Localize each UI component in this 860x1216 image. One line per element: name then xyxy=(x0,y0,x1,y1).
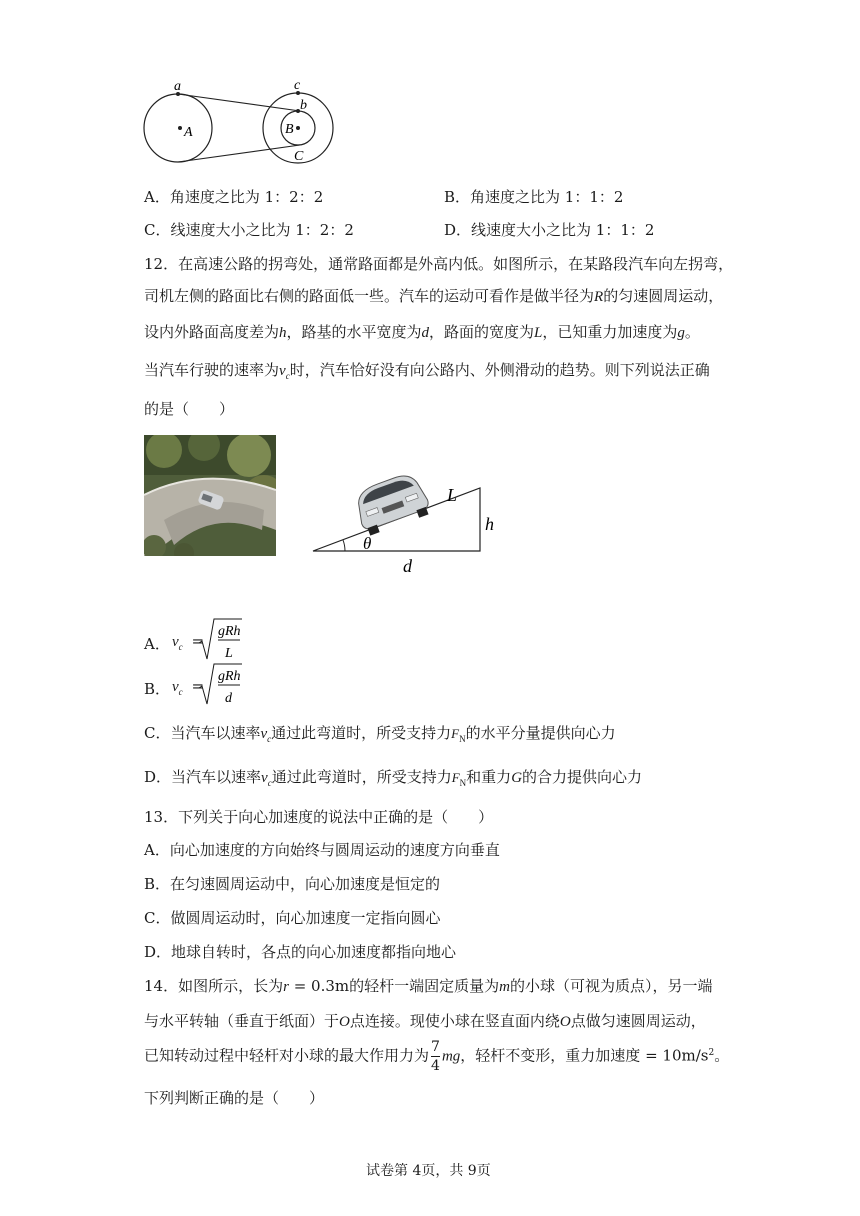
q11-option-b: B．角速度之比为 1：1：2 xyxy=(444,188,624,206)
q12-option-b-formula: $v_c$ = xyxy=(172,677,205,697)
q13-option-b: B．在匀速圆周运动中，向心加速度是恒定的 xyxy=(144,875,441,893)
label-theta: θ xyxy=(363,534,372,553)
label-a: a xyxy=(174,79,181,94)
page-footer: 试卷第 4页，共 9页 xyxy=(366,1163,491,1179)
q14-line2: 与水平转轴（垂直于纸面）于O点连接。现使小球在竖直面内绕O点做匀速圆周运动， xyxy=(144,1012,706,1030)
q11-option-a: A．角速度之比为 1：2：2 xyxy=(144,188,324,206)
q12-option-c: C．当汽车以速率$v_c$通过此弯道时，所受支持力$F_N$的水平分量提供向心力 xyxy=(144,724,616,744)
svg-text:gRh: gRh xyxy=(218,669,241,684)
q14-line1: 14．如图所示，长为r = 0.3m的轻杆一端固定质量为m的小球（可视为质点），另一端 xyxy=(144,977,713,995)
q12-line3: 设内外路面高度差为h，路基的水平宽度为d，路面的宽度为L，已知重力加速度为g。 xyxy=(144,323,700,341)
q14-line4: 下列判断正确的是（ ） xyxy=(144,1089,325,1107)
svg-text:L: L xyxy=(225,646,233,661)
q12-option-a-radical xyxy=(198,617,242,663)
label-B: B xyxy=(285,122,294,137)
q12-line5: 的是（ ） xyxy=(144,400,235,418)
q13-option-d: D．地球自转时，各点的向心加速度都指向地心 xyxy=(144,943,457,961)
q12-option-a-formula: $v_c$ = xyxy=(172,632,205,652)
curved-road-photo xyxy=(144,435,276,556)
q13-stem: 13．下列关于向心加速度的说法中正确的是（ ） xyxy=(144,808,494,826)
q12-line2: 司机左侧的路面比右侧的路面低一些。汽车的运动可看作是做半径为R的匀速圆周运动， xyxy=(144,287,724,305)
car-icon xyxy=(351,470,433,537)
q11-option-d: D．线速度大小之比为 1：1：2 xyxy=(444,221,655,239)
q12-option-b-radical xyxy=(198,662,242,708)
q11-option-c: C．线速度大小之比为 1：2：2 xyxy=(144,221,354,239)
fraction-7-4: $\frac{7}{4}$ xyxy=(431,1039,440,1074)
label-A: A xyxy=(184,125,193,140)
q12-option-d: D．当汽车以速率$v_c$通过此弯道时，所受支持力$F_N$和重力G的合力提供向心力 xyxy=(144,768,643,788)
q12-option-b-label: B． xyxy=(144,680,171,698)
label-c: c xyxy=(294,78,301,93)
q12-line4: 当汽车行驶的速率为$v_c$时，汽车恰好没有向公路内、外侧滑动的趋势。则下列说法正确 xyxy=(144,361,710,381)
incline-figure xyxy=(305,465,515,580)
q13-option-a: A．向心加速度的方向始终与圆周运动的速度方向垂直 xyxy=(144,841,500,859)
svg-text:d: d xyxy=(225,691,232,706)
label-L: L xyxy=(447,485,458,505)
label-h: h xyxy=(485,514,494,534)
label-C: C xyxy=(294,149,304,164)
q12-option-a-label: A． xyxy=(144,635,170,653)
q13-option-c: C．做圆周运动时，向心加速度一定指向圆心 xyxy=(144,909,441,927)
svg-text:gRh: gRh xyxy=(218,624,241,639)
q12-line1: 12．在高速公路的拐弯处，通常路面都是外高内低。如图所示，在某路段汽车向左拐弯， xyxy=(144,255,734,273)
label-b: b xyxy=(300,98,307,113)
label-d: d xyxy=(403,556,412,576)
pulley-figure xyxy=(140,78,340,172)
q14-line3: 已知转动过程中轻杆对小球的最大作用力为 $\frac{7}{4}$ mg，轻杆不变形，重力加速度 = $10m/s^2$。 xyxy=(144,1039,730,1074)
